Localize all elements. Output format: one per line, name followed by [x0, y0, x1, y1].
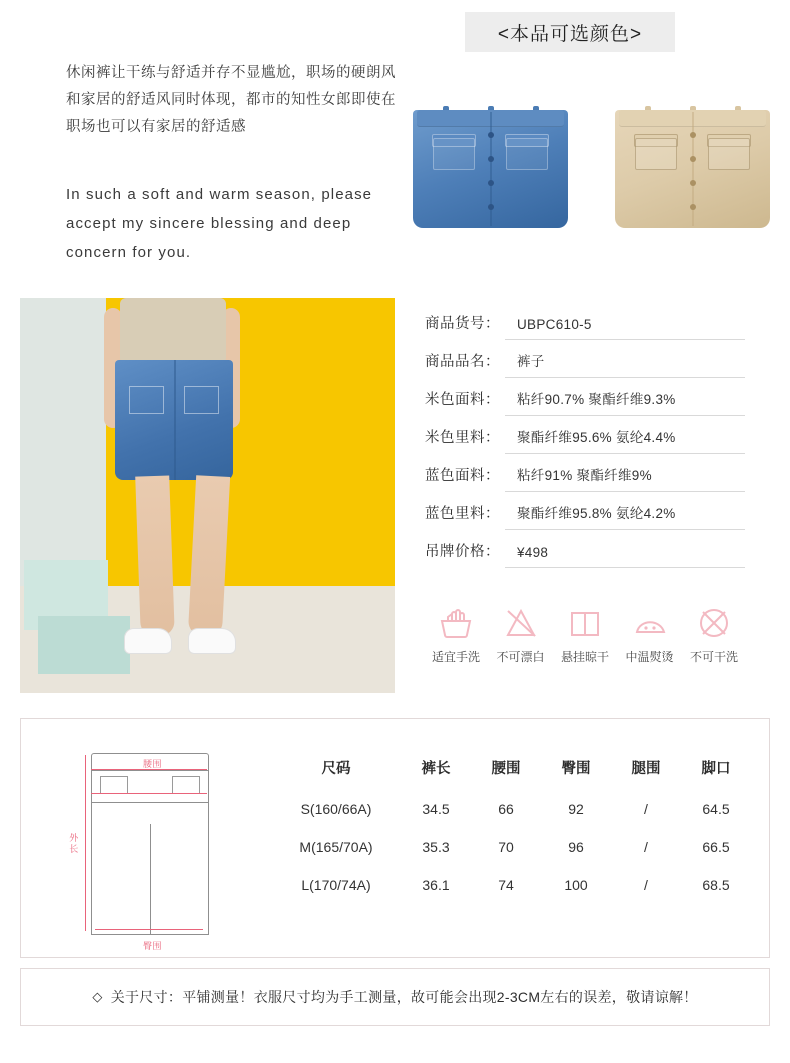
spec-row [425, 492, 745, 530]
spec-label: 蓝色里料： [425, 506, 500, 522]
table-row [271, 828, 751, 866]
button-icon [488, 156, 494, 162]
pocket-icon [506, 138, 548, 170]
button-icon [690, 156, 696, 162]
intro-text-english: In such a soft and warm season, please accept my sincere blessing and deep concern for you. [66, 186, 373, 261]
button-icon [690, 204, 696, 210]
product-spec-list [425, 302, 745, 568]
hand-wash-icon [425, 600, 487, 646]
care-item-medium-iron [619, 600, 681, 665]
care-item-no-bleach [490, 600, 552, 665]
spec-label: 吊牌价格： [425, 544, 500, 560]
spec-value: ¥498 [505, 545, 745, 568]
size-measurement-diagram [55, 733, 245, 951]
photo-wall-left [20, 298, 110, 588]
table-cell: 92 [568, 801, 584, 817]
model-top-garment [120, 298, 226, 364]
spec-value: 聚酯纤维95.6% 氨纶4.4% [505, 426, 745, 454]
intro-text-chinese: 休闲裤让干练与舒适并存不显尴尬，职场的硬朗风和家居的舒适风同时体现，都市的知性女郎即使在职场也可以有家居的舒适感 [66, 65, 396, 135]
pocket-icon [708, 138, 750, 170]
table-cell: 96 [568, 839, 584, 855]
table-cell-size: M(165/70A) [299, 839, 373, 855]
button-icon [488, 180, 494, 186]
pocket-icon [172, 776, 200, 794]
medium-iron-icon [619, 600, 681, 646]
table-header-cell: 尺码 [321, 761, 351, 777]
table-header-cell: 脚口 [701, 761, 731, 777]
product-image-blue [403, 88, 578, 238]
spec-label: 蓝色面料： [425, 468, 500, 484]
model-leg-left [135, 475, 175, 636]
table-header-cell: 腿围 [631, 761, 661, 777]
no-dry-clean-icon [683, 600, 745, 646]
hip-measure-line [91, 793, 207, 794]
table-cell: / [644, 877, 648, 893]
care-item-hand-wash [425, 600, 487, 665]
spec-label: 米色里料： [425, 430, 500, 446]
size-table [271, 749, 751, 904]
photo-prop-cube [38, 616, 130, 674]
outseam-measure-line [85, 755, 86, 931]
spec-label: 商品品名： [425, 354, 500, 370]
model-blue-skirt [115, 360, 233, 480]
table-cell: 64.5 [702, 801, 730, 817]
spec-row [425, 454, 745, 492]
table-row [271, 866, 751, 904]
waist-measure-label: 腰围 [143, 759, 163, 769]
pocket-icon [184, 386, 219, 414]
table-cell: 68.5 [702, 877, 730, 893]
care-item-no-dry-clean [683, 600, 745, 665]
table-header-cell: 裤长 [421, 761, 451, 777]
table-cell: 34.5 [422, 801, 450, 817]
care-instructions [425, 600, 745, 665]
spec-row [425, 378, 745, 416]
pocket-icon [635, 138, 677, 170]
pocket-icon [100, 776, 128, 794]
size-disclaimer [20, 968, 770, 1026]
product-image-beige [605, 88, 780, 238]
beige-skirt-illustration [605, 88, 780, 238]
table-header-cell: 臀围 [561, 761, 591, 777]
table-row [271, 790, 751, 828]
diamond-icon: ◇ [92, 989, 103, 1004]
button-icon [690, 132, 696, 138]
model-shoe-left [124, 628, 172, 654]
spec-label: 米色面料： [425, 392, 500, 408]
spec-row [425, 302, 745, 340]
size-disclaimer-text: 关于尺寸：平铺测量！衣服尺寸均为手工测量，故可能会出现2-3CM左右的误差，敬请谅解！ [110, 989, 698, 1005]
spec-row [425, 340, 745, 378]
table-header-row [271, 749, 751, 790]
outseam-measure-label: 外长 [69, 833, 79, 854]
button-icon [690, 180, 696, 186]
spec-value: 裤子 [505, 350, 745, 378]
table-cell: 36.1 [422, 877, 450, 893]
care-label: 不可漂白 [496, 650, 545, 664]
table-cell: 35.3 [422, 839, 450, 855]
table-cell: / [644, 839, 648, 855]
hip-line [92, 802, 208, 803]
model-photo [20, 298, 395, 693]
table-cell: 100 [564, 877, 588, 893]
care-label: 中温熨烫 [625, 650, 674, 664]
table-cell: 74 [498, 877, 514, 893]
blue-skirt-illustration [403, 88, 578, 238]
line-dry-icon [554, 600, 616, 646]
color-options-title: <本品可选颜色> [497, 23, 643, 45]
table-cell: 70 [498, 839, 514, 855]
table-cell-size: L(170/74A) [301, 877, 371, 893]
hip-measure-label: 臀围 [143, 941, 163, 951]
model-shoe-right [188, 628, 236, 654]
spec-value: 粘纤91% 聚酯纤维9% [505, 464, 745, 492]
table-cell: 66 [498, 801, 514, 817]
spec-row [425, 416, 745, 454]
table-cell-size: S(160/66A) [300, 801, 372, 817]
spec-value: 粘纤90.7% 聚酯纤维9.3% [505, 388, 745, 416]
color-options-banner [465, 12, 675, 52]
spec-value: UBPC610-5 [505, 317, 745, 340]
table-cell: / [644, 801, 648, 817]
spec-row [425, 530, 745, 568]
spec-value: 聚酯纤维95.8% 氨纶4.2% [505, 502, 745, 530]
pants-outline-illustration [91, 753, 209, 935]
button-icon [488, 204, 494, 210]
care-item-line-dry [554, 600, 616, 665]
care-label: 适宜手洗 [431, 650, 480, 664]
hem-measure-line [95, 929, 203, 930]
care-label: 不可干洗 [689, 650, 738, 664]
no-bleach-icon [490, 600, 552, 646]
size-chart-block [20, 718, 770, 958]
table-cell: 66.5 [702, 839, 730, 855]
table-header-cell: 腰围 [491, 761, 521, 777]
button-icon [488, 132, 494, 138]
waist-line [92, 770, 208, 771]
crotch-line [150, 824, 151, 934]
care-label: 悬挂晾干 [560, 650, 609, 664]
spec-label: 商品货号： [425, 316, 500, 332]
skirt-center-seam [174, 360, 176, 480]
pocket-icon [129, 386, 164, 414]
pocket-icon [433, 138, 475, 170]
